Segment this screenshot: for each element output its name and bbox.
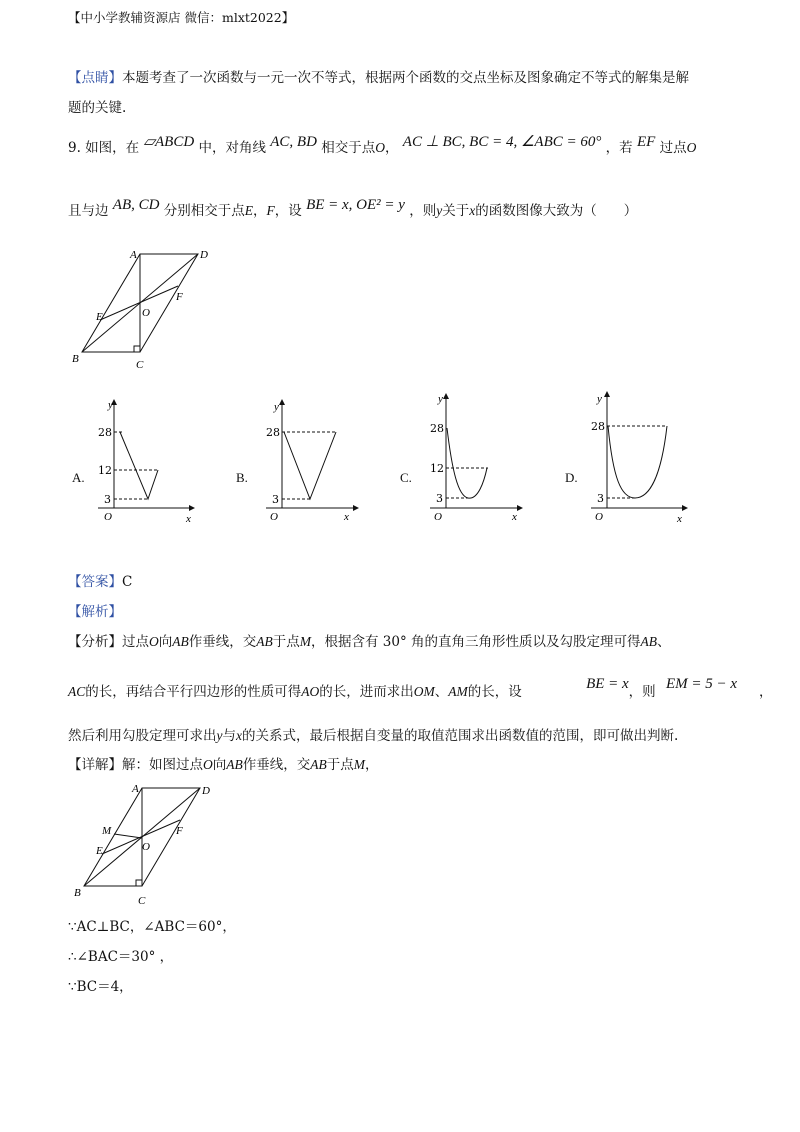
point-label: M	[299, 634, 311, 649]
fenxi-line-1	[68, 630, 671, 650]
question-text: ，	[384, 140, 399, 156]
option-d-x-label: x	[677, 513, 682, 525]
question-text: 的函数图像大致为（ ）	[475, 203, 638, 219]
fenxi-text: 的长，进而求出	[319, 684, 414, 700]
fenxi-tag: 【分析】	[68, 634, 122, 650]
label-b: B	[74, 887, 81, 899]
option-b-tick-28: 28	[266, 426, 280, 439]
label-d: D	[202, 785, 210, 797]
variable-label: y	[216, 728, 223, 743]
option-a-tick-3: 3	[104, 493, 111, 506]
option-c-x-label: x	[512, 511, 517, 523]
point-label: M	[353, 757, 365, 772]
point-label: O	[375, 140, 385, 155]
segment-label: AC	[68, 684, 86, 699]
question-number: 9. 如图，在	[68, 140, 140, 156]
question-text: ，则	[409, 203, 437, 219]
fenxi-line-2	[68, 676, 773, 701]
option-b-letter: B.	[236, 470, 248, 485]
label-m: M	[102, 825, 112, 837]
analysis-tag: 【解析】	[68, 604, 122, 620]
parallelogram-figure	[70, 246, 230, 376]
detail-tag: 【详解】	[68, 757, 122, 773]
question-line-1	[68, 136, 696, 157]
option-c-tick-28: 28	[430, 422, 444, 435]
fenxi-text: ，根据含有 30° 角的直角三角形性质以及勾股定理可得	[311, 634, 641, 650]
answer-line	[68, 570, 132, 590]
review-line-1	[68, 66, 689, 86]
option-d-tick-28: 28	[591, 420, 605, 433]
option-c-letter: C.	[400, 470, 412, 485]
fenxi-text: 与	[222, 728, 236, 744]
option-b-y-label: y	[274, 401, 279, 413]
answer-tag: 【答案】	[68, 574, 122, 590]
label-o: O	[142, 841, 150, 853]
option-c-tick-3: 3	[436, 492, 443, 505]
option-b-graph	[256, 396, 366, 526]
option-a-tick-12: 12	[98, 464, 112, 477]
detail-text: 于点	[326, 757, 354, 773]
option-d-y-label: y	[597, 393, 602, 405]
fenxi-text: 于点	[272, 634, 300, 650]
question-text: 过点	[659, 140, 687, 156]
option-c-graph	[420, 390, 530, 526]
point-label: F	[266, 203, 275, 218]
label-a: A	[132, 783, 139, 795]
fenxi-text: 的长，设	[467, 684, 522, 700]
label-e: E	[96, 845, 103, 857]
question-text: 相交于点	[321, 140, 376, 156]
segment-label: AB	[226, 757, 243, 772]
variable-label: x	[236, 728, 242, 743]
point-label: O	[149, 634, 159, 649]
question-text: 中，对角线	[198, 140, 266, 156]
detail-text: ，	[365, 757, 379, 773]
fenxi-text: ，	[759, 684, 773, 700]
label-a: A	[130, 249, 137, 261]
setting-formula: BE = x, OE² = y	[306, 197, 405, 213]
step-1: ∵AC⊥BC，∠ABC＝60°，	[68, 919, 236, 935]
label-b: B	[72, 353, 79, 365]
fenxi-line-3	[68, 724, 678, 744]
fenxi-text: 的长，再结合平行四边形的性质可得	[85, 684, 302, 700]
detail-text: 作垂线，交	[242, 757, 311, 773]
fenxi-text: 、	[434, 684, 449, 700]
question-line-2	[68, 199, 637, 220]
step-2: ∴∠BAC＝30° ，	[68, 949, 174, 965]
detail-text: 解：如图过点	[122, 757, 203, 773]
parallelogram-symbol: ▱ABCD	[143, 134, 195, 150]
point-label: E	[244, 203, 254, 218]
label-e: E	[96, 311, 103, 323]
sides-formula: AB, CD	[112, 197, 160, 213]
review-tag: 【点睛】	[68, 70, 122, 86]
segment-label: AB	[172, 634, 189, 649]
point-label: O	[203, 757, 213, 772]
answer-value: C	[122, 574, 133, 590]
review-text-1: 本题考查了一次函数与一元一次不等式，根据两个函数的交点坐标及图象确定不等式的解集是解	[122, 70, 689, 86]
detail-text: 向	[212, 757, 227, 773]
fenxi-text: 作垂线，交	[188, 634, 257, 650]
segment-label: AB	[310, 757, 327, 772]
header-text: 【中小学教辅资源店 微信：mlxt2022】	[68, 10, 295, 25]
parallelogram-figure-with-m	[72, 780, 232, 910]
question-text: ，	[253, 203, 267, 219]
segment-label: OM	[413, 684, 435, 699]
option-a-graph	[92, 396, 202, 526]
label-f: F	[176, 825, 183, 837]
ef-formula: EF	[636, 134, 656, 150]
step-3: ∵BC＝4，	[68, 979, 133, 995]
fenxi-text: ，则	[628, 684, 656, 700]
option-a-o-label: O	[104, 511, 112, 523]
fenxi-text: 然后利用勾股定理可求出	[68, 728, 217, 744]
segment-label: AO	[301, 684, 320, 699]
condition-formula: AC ⊥ BC, BC = 4, ∠ABC = 60°	[402, 134, 602, 150]
label-c: C	[138, 895, 146, 907]
fenxi-text: 过点	[122, 634, 149, 650]
question-text: ，设	[274, 203, 302, 219]
point-label: O	[686, 140, 697, 155]
option-a-letter: A.	[72, 470, 85, 485]
fenxi-text: 、	[657, 634, 671, 650]
option-c-tick-12: 12	[430, 462, 444, 475]
option-b-o-label: O	[270, 511, 278, 523]
option-a-tick-28: 28	[98, 426, 112, 439]
option-d-letter: D.	[565, 470, 578, 485]
question-text: ，若	[605, 140, 633, 156]
review-line-2: 题的关键.	[68, 100, 127, 116]
option-c-y-label: y	[438, 393, 443, 405]
em-formula: EM = 5 − x	[665, 676, 738, 692]
diagonals-formula: AC, BD	[270, 134, 317, 150]
label-c: C	[136, 359, 144, 371]
segment-label: AB	[640, 634, 658, 649]
question-text: 关于	[442, 203, 470, 219]
question-text: 分别相交于点	[163, 203, 245, 219]
fenxi-text: 的关系式，最后根据自变量的取值范围求出函数值的范围，即可做出判断.	[242, 728, 679, 744]
label-d: D	[200, 249, 208, 261]
question-text: 且与边	[68, 203, 109, 219]
option-d-graph	[585, 388, 695, 528]
be-formula: BE = x	[586, 676, 629, 692]
detail-line-1	[68, 753, 379, 773]
option-d-tick-3: 3	[597, 492, 604, 505]
segment-label: AM	[448, 684, 468, 699]
option-c-o-label: O	[434, 511, 442, 523]
variable-label: y	[436, 203, 443, 218]
variable-label: x	[469, 203, 476, 218]
fenxi-text: 向	[158, 634, 173, 650]
option-b-tick-3: 3	[272, 493, 279, 506]
option-b-x-label: x	[344, 511, 349, 523]
label-f: F	[176, 291, 183, 303]
option-d-o-label: O	[595, 511, 603, 523]
label-o: O	[142, 307, 150, 319]
option-a-x-label: x	[186, 513, 191, 525]
segment-label: AB	[256, 634, 273, 649]
option-a-y-label: y	[108, 399, 113, 411]
